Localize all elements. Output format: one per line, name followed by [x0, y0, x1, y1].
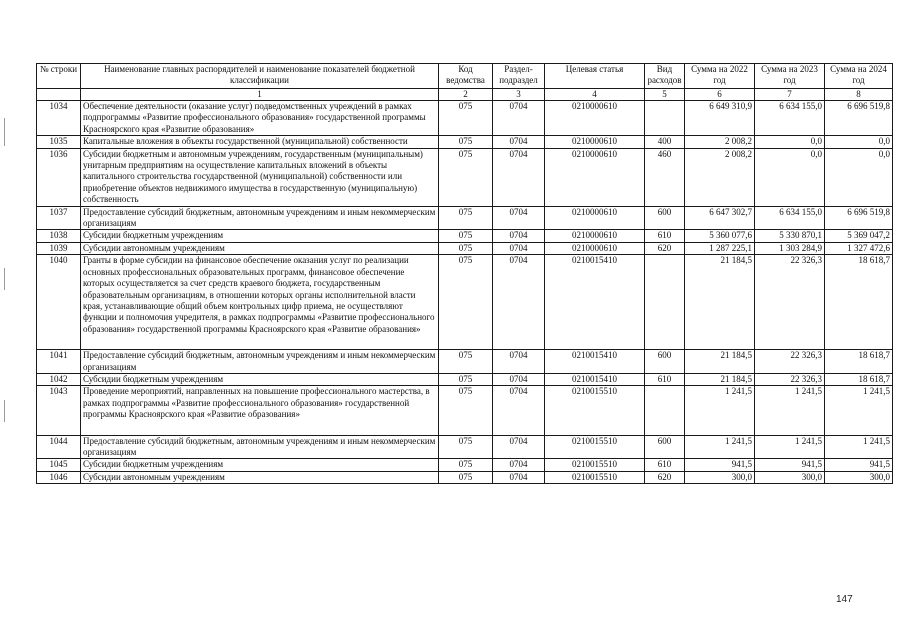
- column-number: 7: [755, 89, 825, 101]
- section-code: 0704: [493, 136, 545, 148]
- table-row: [37, 471, 893, 483]
- row-number: 1045: [37, 459, 81, 471]
- header-target-article: Целевая статья: [545, 64, 645, 89]
- dept-code: 075: [439, 206, 493, 230]
- dept-code: 075: [439, 242, 493, 254]
- sum-2022: 2 008,2: [685, 136, 755, 148]
- sum-2024: 1 241,5: [825, 386, 893, 435]
- row-number: 1038: [37, 230, 81, 242]
- header-section: Раздел-подраздел: [493, 64, 545, 89]
- section-code: 0704: [493, 101, 545, 136]
- budget-table: [36, 63, 893, 484]
- sum-2023: 300,0: [755, 471, 825, 483]
- margin-mark: [4, 268, 5, 290]
- dept-code: 075: [439, 373, 493, 385]
- sum-2023: 1 241,5: [755, 386, 825, 435]
- indicator-name: Предоставление субсидий бюджетным, автономным учреждениям и иным некоммерческим организациям: [81, 435, 439, 459]
- table-row: [37, 101, 893, 136]
- sum-2022: 21 184,5: [685, 350, 755, 374]
- column-number: 2: [439, 89, 493, 101]
- row-number: 1040: [37, 255, 81, 350]
- row-number: 1035: [37, 136, 81, 148]
- dept-code: 075: [439, 230, 493, 242]
- sum-2022: 300,0: [685, 471, 755, 483]
- sum-2023: 0,0: [755, 148, 825, 206]
- section-code: 0704: [493, 230, 545, 242]
- table-row: [37, 435, 893, 459]
- expense-type: [645, 386, 685, 435]
- expense-type: 460: [645, 148, 685, 206]
- header-sum-2022: Сумма на 2022 год: [685, 64, 755, 89]
- sum-2024: 6 696 519,8: [825, 101, 893, 136]
- section-code: 0704: [493, 386, 545, 435]
- sum-2023: 0,0: [755, 136, 825, 148]
- sum-2024: 1 241,5: [825, 435, 893, 459]
- target-article: 0210015510: [545, 471, 645, 483]
- section-code: 0704: [493, 459, 545, 471]
- expense-type: [645, 101, 685, 136]
- section-code: 0704: [493, 206, 545, 230]
- target-article: 0210000610: [545, 206, 645, 230]
- header-sum-2023: Сумма на 2023 год: [755, 64, 825, 89]
- sum-2024: 18 618,7: [825, 373, 893, 385]
- expense-type: 600: [645, 350, 685, 374]
- column-number: 5: [645, 89, 685, 101]
- indicator-name: Капитальные вложения в объекты государственной (муниципальной) собственности: [81, 136, 439, 148]
- sum-2022: 1 241,5: [685, 386, 755, 435]
- sum-2024: 1 327 472,6: [825, 242, 893, 254]
- row-number: 1043: [37, 386, 81, 435]
- column-number-row: [37, 89, 893, 101]
- sum-2023: 22 326,3: [755, 373, 825, 385]
- sum-2024: 0,0: [825, 148, 893, 206]
- sum-2024: 300,0: [825, 471, 893, 483]
- section-code: 0704: [493, 350, 545, 374]
- row-number: 1042: [37, 373, 81, 385]
- table-row: [37, 136, 893, 148]
- sum-2022: 6 647 302,7: [685, 206, 755, 230]
- expense-type: [645, 255, 685, 350]
- sum-2023: 1 241,5: [755, 435, 825, 459]
- header-name: Наименование главных распорядителей и наименование показателей бюджетной классификации: [81, 64, 439, 89]
- sum-2022: 6 649 310,9: [685, 101, 755, 136]
- sum-2023: 6 634 155,0: [755, 101, 825, 136]
- sum-2022: 21 184,5: [685, 255, 755, 350]
- dept-code: 075: [439, 136, 493, 148]
- expense-type: 620: [645, 242, 685, 254]
- sum-2022: 21 184,5: [685, 373, 755, 385]
- table-row: [37, 459, 893, 471]
- indicator-name: Субсидии бюджетным учреждениям: [81, 230, 439, 242]
- dept-code: 075: [439, 386, 493, 435]
- sum-2023: 22 326,3: [755, 350, 825, 374]
- section-code: 0704: [493, 148, 545, 206]
- target-article: 0210000610: [545, 242, 645, 254]
- row-number: 1041: [37, 350, 81, 374]
- margin-mark: [4, 400, 5, 422]
- sum-2022: 2 008,2: [685, 148, 755, 206]
- target-article: 0210000610: [545, 148, 645, 206]
- indicator-name: Субсидии автономным учреждениям: [81, 471, 439, 483]
- column-number: 3: [493, 89, 545, 101]
- sum-2022: 1 241,5: [685, 435, 755, 459]
- dept-code: 075: [439, 435, 493, 459]
- section-code: 0704: [493, 255, 545, 350]
- indicator-name: Субсидии бюджетным учреждениям: [81, 373, 439, 385]
- row-number: 1036: [37, 148, 81, 206]
- row-number: 1039: [37, 242, 81, 254]
- table-row: [37, 148, 893, 206]
- column-number: 1: [81, 89, 439, 101]
- sum-2023: 22 326,3: [755, 255, 825, 350]
- expense-type: 610: [645, 373, 685, 385]
- sum-2024: 5 369 047,2: [825, 230, 893, 242]
- target-article: 0210015410: [545, 350, 645, 374]
- expense-type: 600: [645, 206, 685, 230]
- sum-2022: 5 360 077,6: [685, 230, 755, 242]
- table-row: [37, 386, 893, 435]
- target-article: 0210015510: [545, 435, 645, 459]
- target-article: 0210000610: [545, 230, 645, 242]
- indicator-name: Предоставление субсидий бюджетным, автономным учреждениям и иным некоммерческим организациям: [81, 350, 439, 374]
- sum-2024: 18 618,7: [825, 255, 893, 350]
- expense-type: 600: [645, 435, 685, 459]
- section-code: 0704: [493, 435, 545, 459]
- sum-2022: 941,5: [685, 459, 755, 471]
- target-article: 0210000610: [545, 101, 645, 136]
- target-article: 0210015510: [545, 459, 645, 471]
- table-header-row: [37, 64, 893, 89]
- sum-2024: 941,5: [825, 459, 893, 471]
- page-number: 147: [836, 594, 853, 605]
- table-row: [37, 373, 893, 385]
- dept-code: 075: [439, 101, 493, 136]
- header-sum-2024: Сумма на 2024 год: [825, 64, 893, 89]
- header-row-number: № строки: [37, 64, 81, 89]
- indicator-name: Предоставление субсидий бюджетным, автономным учреждениям и иным некоммерческим организациям: [81, 206, 439, 230]
- dept-code: 075: [439, 459, 493, 471]
- table-row: [37, 242, 893, 254]
- indicator-name: Субсидии автономным учреждениям: [81, 242, 439, 254]
- sum-2023: 6 634 155,0: [755, 206, 825, 230]
- column-number: 6: [685, 89, 755, 101]
- expense-type: 610: [645, 230, 685, 242]
- indicator-name: Субсидии бюджетным и автономным учреждениям, государственным (муниципальным) унитарным предприятиям на осуществление капитальных вложений в объекты капитального строительства государственной (муниципальной) собственности или приобретение объектов недвижимого имущества в государственную (муниципальную) собственность: [81, 148, 439, 206]
- column-number: 4: [545, 89, 645, 101]
- column-number: [37, 89, 81, 101]
- section-code: 0704: [493, 471, 545, 483]
- target-article: 0210000610: [545, 136, 645, 148]
- row-number: 1034: [37, 101, 81, 136]
- sum-2023: 5 330 870,1: [755, 230, 825, 242]
- column-number: 8: [825, 89, 893, 101]
- section-code: 0704: [493, 373, 545, 385]
- target-article: 0210015410: [545, 255, 645, 350]
- indicator-name: Проведение мероприятий, направленных на повышение профессионального мастерства, в рамках подпрограммы «Развитие профессионального образования» государственной программы Красноярского края «Развитие образования»: [81, 386, 439, 435]
- table-row: [37, 206, 893, 230]
- target-article: 0210015410: [545, 373, 645, 385]
- row-number: 1044: [37, 435, 81, 459]
- dept-code: 075: [439, 471, 493, 483]
- margin-mark: [4, 118, 5, 146]
- indicator-name: Гранты в форме субсидии на финансовое обеспечение оказания услуг по реализации основных профессиональных образовательных программ, финансовое обеспечение которых осуществляется за счет средств краевого бюджета, государственным образовательным организациям, в отношении которых органы исполнительной власти края, устанавливающие общий объем контрольных цифр приема, не осуществляют функции и полномочия учредителя, в рамках подпрограммы «Развитие профессионального образования» государственной программы Красноярского края «Развитие образования»: [81, 255, 439, 350]
- sum-2024: 18 618,7: [825, 350, 893, 374]
- header-expense-type: Вид расходов: [645, 64, 685, 89]
- header-dept-code: Код ведомства: [439, 64, 493, 89]
- dept-code: 075: [439, 255, 493, 350]
- dept-code: 075: [439, 350, 493, 374]
- sum-2022: 1 287 225,1: [685, 242, 755, 254]
- row-number: 1037: [37, 206, 81, 230]
- sum-2024: 6 696 519,8: [825, 206, 893, 230]
- dept-code: 075: [439, 148, 493, 206]
- table-row: [37, 230, 893, 242]
- sum-2023: 1 303 284,9: [755, 242, 825, 254]
- table-row: [37, 255, 893, 350]
- table-row: [37, 350, 893, 374]
- indicator-name: Субсидии бюджетным учреждениям: [81, 459, 439, 471]
- sum-2023: 941,5: [755, 459, 825, 471]
- indicator-name: Обеспечение деятельности (оказание услуг) подведомственных учреждений в рамках подпрограммы «Развитие профессионального образования» государственной программы Красноярского края «Развитие образования»: [81, 101, 439, 136]
- expense-type: 610: [645, 459, 685, 471]
- sum-2024: 0,0: [825, 136, 893, 148]
- row-number: 1046: [37, 471, 81, 483]
- expense-type: 620: [645, 471, 685, 483]
- expense-type: 400: [645, 136, 685, 148]
- section-code: 0704: [493, 242, 545, 254]
- target-article: 0210015510: [545, 386, 645, 435]
